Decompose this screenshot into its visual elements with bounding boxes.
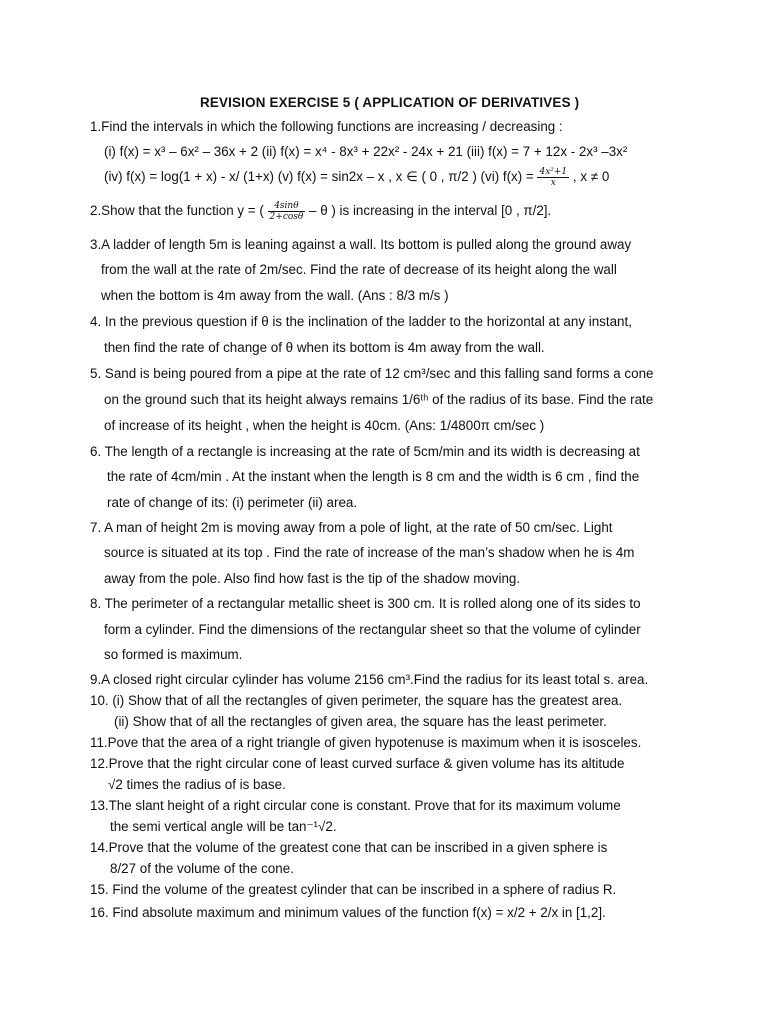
question-line: 4. In the previous question if θ is the inclination of the ladder to the horizontal at any instant,: [90, 314, 632, 329]
question-line: when the bottom is 4m away from the wall. (Ans : 8/3 m/s ): [101, 288, 449, 303]
question-1-row-2-condition: , x ≠ 0: [572, 169, 610, 185]
question-line: then find the rate of change of θ when its bottom is 4m away from the wall.: [104, 340, 545, 355]
question-1-functions-row-2: [104, 167, 609, 188]
question-line: 8/27 of the volume of the cone.: [110, 861, 294, 876]
fraction-denominator: x: [550, 178, 556, 188]
question-line: 16. Find absolute maximum and minimum values of the function f(x) = x/2 + 2/x in [1,2].: [90, 905, 606, 920]
question-line: away from the pole. Also find how fast is the tip of the shadow moving.: [104, 571, 521, 586]
fraction-denominator: 2+cosθ: [269, 212, 304, 222]
fraction-numerator: 4sinθ: [268, 201, 306, 212]
question-line: so formed is maximum.: [104, 647, 243, 662]
question-line: 6. The length of a rectangle is increasing at the rate of 5cm/min and its width is decreasing at: [90, 444, 640, 459]
fraction: [268, 201, 306, 222]
question-1-functions-row-1: (i) f(x) = x³ – 6x² – 36x + 2 (ii) f(x) = x⁴ - 8x³ + 22x² - 24x + 21 (iii) f(x) = 7 + 12x - 2x³ –3x²: [104, 144, 628, 159]
question-line: form a cylinder. Find the dimensions of the rectangular sheet so that the volume of cylinder: [104, 622, 641, 637]
question-line: 13.The slant height of a right circular cone is constant. Prove that for its maximum volume: [90, 798, 621, 813]
question-line: the semi vertical angle will be tan⁻¹√2.: [110, 819, 337, 834]
question-line: 7. A man of height 2m is moving away from a pole of light, at the rate of 50 cm/sec. Light: [90, 520, 613, 535]
question-2-text-b: – θ ) is increasing in the interval [0 , π/2].: [309, 203, 552, 219]
question-line: 5. Sand is being poured from a pipe at the rate of 12 cm³/sec and this falling sand forms a cone: [90, 366, 654, 381]
question-line: 14.Prove that the volume of the greatest cone that can be inscribed in a given sphere is: [90, 840, 608, 855]
question-1-intro: 1.Find the intervals in which the following functions are increasing / decreasing :: [90, 119, 563, 134]
question-2-text-a: 2.Show that the function y = (: [90, 203, 264, 219]
question-line: 12.Prove that the right circular cone of least curved surface & given volume has its altitude: [90, 756, 625, 771]
question-line: from the wall at the rate of 2m/sec. Find the rate of decrease of its height along the wall: [101, 262, 617, 277]
question-line: 9.A closed right circular cylinder has volume 2156 cm³.Find the radius for its least total s. area.: [90, 672, 649, 687]
question-line: √2 times the radius of is base.: [108, 777, 286, 792]
question-line: on the ground such that its height always remains 1/6ᵗʰ of the radius of its base. Find the rate: [104, 392, 654, 407]
page-title: REVISION EXERCISE 5 ( APPLICATION OF DERIVATIVES ): [200, 95, 580, 110]
question-1-row-2-text: (iv) f(x) = log(1 + x) - x/ (1+x) (v) f(x) = sin2x – x , x ∈ ( 0 , π/2 ) (vi) f(x) =: [104, 169, 534, 185]
question-2: [90, 201, 551, 222]
question-line: the rate of 4cm/min . At the instant when the length is 8 cm and the width is 6 cm , find the: [107, 469, 640, 484]
question-line: 8. The perimeter of a rectangular metallic sheet is 300 cm. It is rolled along one of its sides to: [90, 596, 641, 611]
question-line: source is situated at its top . Find the rate of increase of the man’s shadow when he is 4m: [104, 545, 635, 560]
question-line: (ii) Show that of all the rectangles of given area, the square has the least perimeter.: [114, 714, 607, 729]
question-line: rate of change of its: (i) perimeter (ii) area.: [107, 495, 358, 510]
question-line: 15. Find the volume of the greatest cylinder that can be inscribed in a sphere of radius R.: [90, 882, 617, 897]
question-line: 11.Pove that the area of a right triangle of given hypotenuse is maximum when it is isosceles.: [90, 735, 642, 750]
fraction: [537, 167, 569, 188]
question-line: of increase of its height , when the height is 40cm. (Ans: 1/4800π cm/sec ): [104, 418, 545, 433]
question-line: 10. (i) Show that of all the rectangles of given perimeter, the square has the greatest area.: [90, 693, 623, 708]
question-line: 3.A ladder of length 5m is leaning against a wall. Its bottom is pulled along the ground away: [90, 237, 632, 252]
fraction-numerator: 4x²+1: [539, 167, 568, 177]
